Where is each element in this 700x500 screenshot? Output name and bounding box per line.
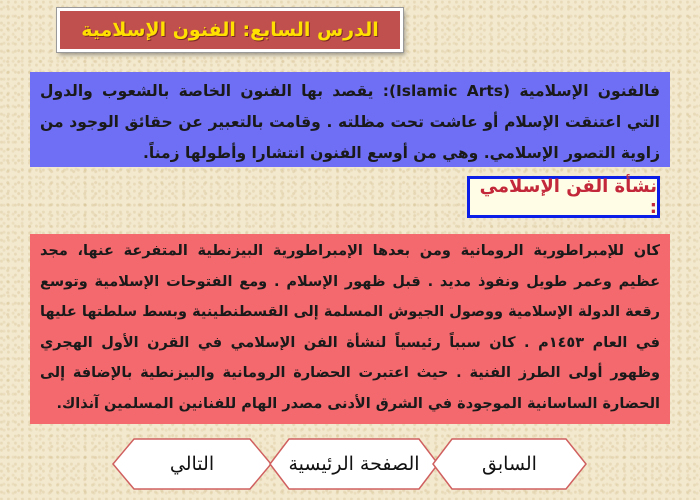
home-button[interactable]: [269, 438, 439, 490]
section-heading: نشأة الفن الإسلامي :: [467, 176, 660, 218]
home-button-label: الصفحة الرئيسية: [288, 453, 420, 475]
next-button-label: التالي: [169, 453, 215, 475]
next-button[interactable]: [112, 438, 272, 490]
previous-button-label: السابق: [482, 453, 537, 475]
lesson-title: الدرس السابع: الفنون الإسلامية: [57, 8, 403, 52]
origin-paragraph: كان للإمبراطورية الرومانية ومن بعدها الإمبراطورية البيزنطية المتفرعة عنها، مجد عظيم وعمر طويل ونفوذ مديد . قبل ظهور الإسلام . ومع الفتوحات الإسلامية وتوسع رقعة الدولة الإسلامية ووصول الجيوش المسلمة إلى القسطنطينية وبسط سلطتها عليها في العام ١٤٥٣م . كان سبباً رئيسياً لنشأة الفن الإسلامي في القرن الأول الهجري وظهور أولى الطرز الفنية . حيث اعتبرت الحضارة الرومانية والبيزنطية بالإضافة إلى الحضارة الساسانية الموجودة في الشرق الأدنى مصدر الهام للفنانين المسلمين آنذاك.: [30, 234, 670, 424]
intro-paragraph: فالفنون الإسلامية (Islamic Arts): يقصد بها الفنون الخاصة بالشعوب والدول التي اعتنقت الإسلام أو عاشت تحت مظلته . وقامت بالتعبير عن حقائق الوجود من زاوية التصور الإسلامي. وهي من أوسع الفنون انتشارا وأطولها زمناً.: [30, 72, 670, 167]
navigation-bar: [112, 438, 587, 490]
previous-button[interactable]: [432, 438, 587, 490]
